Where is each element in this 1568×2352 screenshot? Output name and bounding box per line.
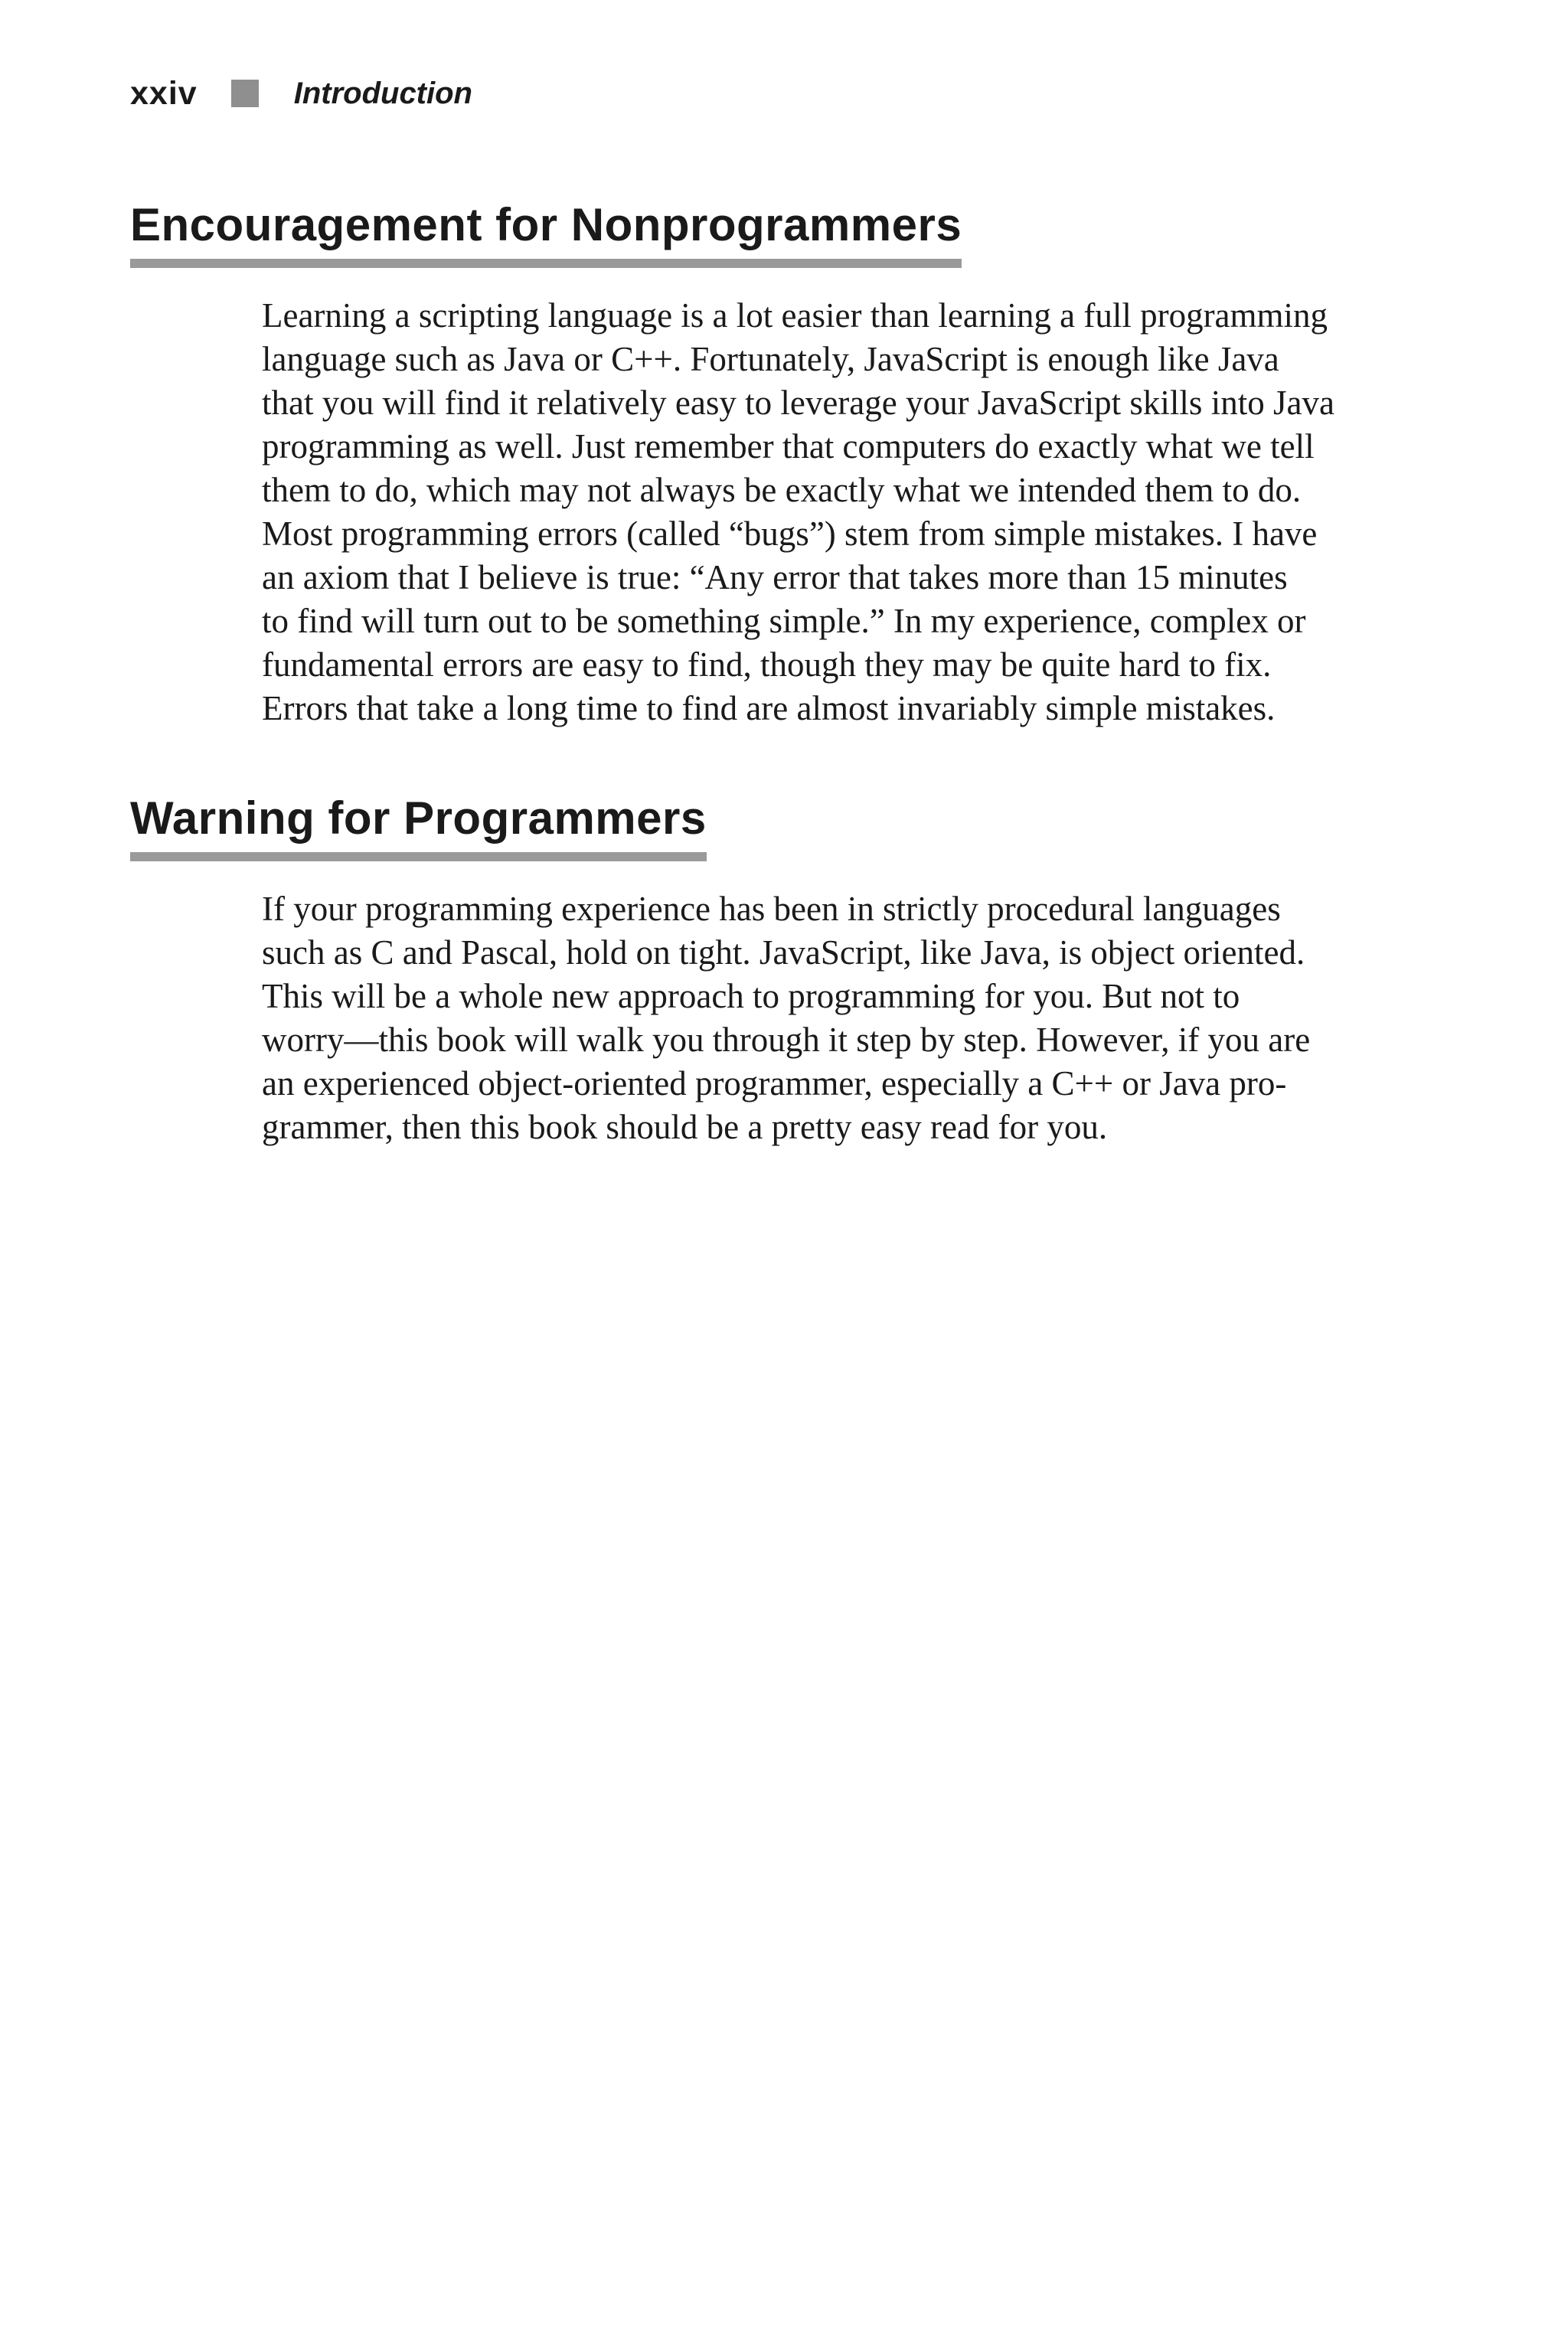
paragraph-line: programming as well. Just remember that computers do exactly what we tell bbox=[262, 427, 1315, 466]
paragraph-line: language such as Java or C++. Fortunately, JavaScript is enough like Java bbox=[262, 340, 1279, 378]
paragraph-line: fundamental errors are easy to find, though they may be quite hard to fix. bbox=[262, 645, 1272, 684]
section-paragraph bbox=[262, 887, 1441, 1149]
paragraph-line: such as C and Pascal, hold on tight. JavaScript, like Java, is object oriented. bbox=[262, 933, 1305, 972]
running-head bbox=[130, 70, 472, 116]
section-encouragement bbox=[130, 198, 1441, 730]
paragraph-line: worry—this book will walk you through it step by step. However, if you are bbox=[262, 1021, 1311, 1059]
paragraph-line: an experienced object-oriented programmer, especially a C++ or Java pro- bbox=[262, 1064, 1287, 1102]
paragraph-line: grammer, then this book should be a pretty easy read for you. bbox=[262, 1108, 1108, 1146]
section-paragraph bbox=[262, 294, 1441, 730]
section-heading: Warning for Programmers bbox=[130, 791, 707, 861]
running-head-title: Introduction bbox=[293, 76, 472, 110]
paragraph-line: that you will find it relatively easy to leverage your JavaScript skills into Java bbox=[262, 384, 1334, 422]
paragraph-line: Learning a scripting language is a lot easier than learning a full programming bbox=[262, 296, 1328, 335]
paragraph-line: If your programming experience has been in strictly procedural languages bbox=[262, 890, 1281, 928]
section-warning bbox=[130, 791, 1441, 1149]
paragraph-line: Most programming errors (called “bugs”) stem from simple mistakes. I have bbox=[262, 514, 1318, 553]
paragraph-line: an axiom that I believe is true: “Any error that takes more than 15 minutes bbox=[262, 558, 1288, 596]
paragraph-line: This will be a whole new approach to programming for you. But not to bbox=[262, 977, 1240, 1015]
paragraph-line: Errors that take a long time to find are almost invariably simple mistakes. bbox=[262, 689, 1276, 727]
header-square-ornament bbox=[231, 80, 259, 107]
section-heading: Encouragement for Nonprogrammers bbox=[130, 198, 962, 268]
paragraph-line: them to do, which may not always be exactly what we intended them to do. bbox=[262, 471, 1302, 509]
page-number: xxiv bbox=[130, 74, 198, 112]
paragraph-line: to find will turn out to be something simple.” In my experience, complex or bbox=[262, 602, 1306, 640]
